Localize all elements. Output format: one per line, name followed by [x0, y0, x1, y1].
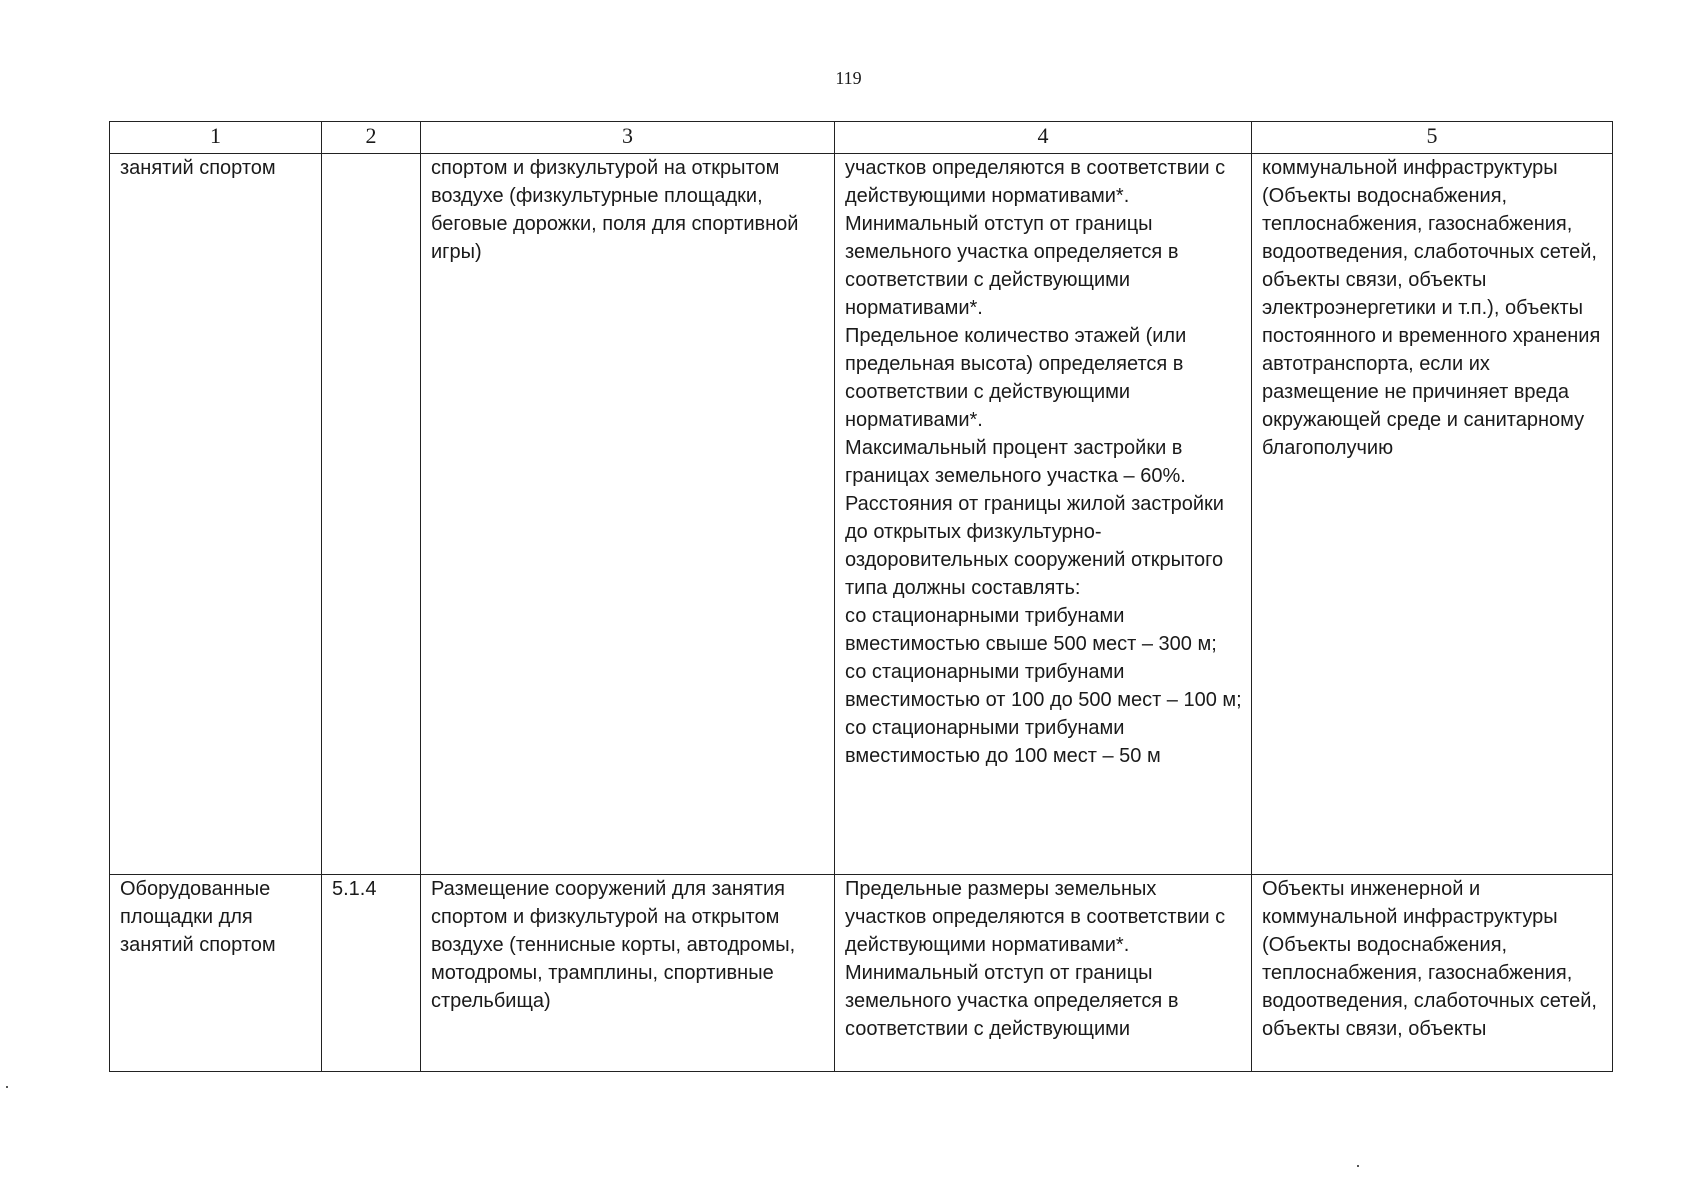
land-use-type-cell: Оборудованные площадки для занятий спортом	[110, 875, 322, 1072]
parameter-paragraph: со стационарными трибунами вместимостью свыше 500 мест – 300 м;	[845, 605, 1217, 655]
parameter-paragraph: Максимальный процент застройки в границах земельного участка – 60%.	[845, 437, 1186, 487]
column-header-1: 1	[110, 122, 322, 154]
parameter-paragraph: со стационарными трибунами вместимостью от 100 до 500 мест – 100 м;	[845, 661, 1242, 711]
page-number: 119	[835, 68, 862, 88]
table-header	[110, 122, 1613, 154]
auxiliary-objects-cell: Объекты инженерной и коммунальной инфраструктуры (Объекты водоснабжения, теплоснабжения, газоснабжения, водоотведения, слаботочных сетей, объекты связи, объекты	[1252, 875, 1613, 1072]
parameter-paragraph: Расстояния от границы жилой застройки до открытых физкультурно-оздоровительных сооружений открытого типа должны составлять:	[845, 493, 1224, 599]
header-row	[110, 122, 1613, 154]
description-cell: Размещение сооружений для занятия спортом и физкультурой на открытом воздухе (теннисные корты, автодромы, мотодромы, трамплины, спортивные стрельбища)	[421, 875, 835, 1072]
table-row	[110, 875, 1613, 1072]
parameter-paragraph: участков определяются в соответствии с действующими нормативами*.	[845, 157, 1226, 207]
column-header-4: 4	[835, 122, 1252, 154]
parameters-cell	[835, 154, 1252, 875]
parameter-paragraph: со стационарными трибунами вместимостью до 100 мест – 50 м	[845, 717, 1161, 767]
parameter-paragraph: Предельные размеры земельных участков определяются в соответствии с действующими нормативами*.	[845, 878, 1226, 956]
table-body	[110, 154, 1613, 1072]
auxiliary-objects-cell: коммунальной инфраструктуры (Объекты водоснабжения, теплоснабжения, газоснабжения, водоотведения, слаботочных сетей, объекты связи, объекты электроэнергетики и т.п.), объекты постоянного и временного хранения автотранспорта, если их размещение не причиняет вреда окружающей среде и санитарному благополучию	[1252, 154, 1613, 875]
column-header-5: 5	[1252, 122, 1613, 154]
parameters-cell	[835, 875, 1252, 1072]
parameter-paragraph: Предельное количество этажей (или предельная высота) определяется в соответствии с действующими нормативами*.	[845, 325, 1187, 431]
land-use-type-cell: занятий спортом	[110, 154, 322, 875]
regulations-table	[109, 121, 1613, 1072]
column-header-2: 2	[322, 122, 421, 154]
column-header-3: 3	[421, 122, 835, 154]
table-row	[110, 154, 1613, 875]
parameter-paragraph: Минимальный отступ от границы земельного участка определяется в соответствии с действующими нормативами*.	[845, 213, 1179, 319]
description-cell: спортом и физкультурой на открытом воздухе (физкультурные площадки, беговые дорожки, поля для спортивной игры)	[421, 154, 835, 875]
code-cell	[322, 154, 421, 875]
scan-speck	[6, 1086, 8, 1088]
code-cell: 5.1.4	[322, 875, 421, 1072]
scan-speck	[1357, 1165, 1359, 1167]
parameter-paragraph: Минимальный отступ от границы земельного участка определяется в соответствии с действующими	[845, 962, 1179, 1040]
